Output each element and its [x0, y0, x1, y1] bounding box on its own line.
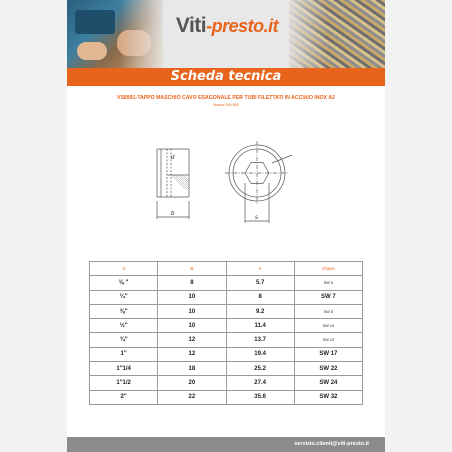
cell-e: 9.2 — [226, 304, 294, 318]
label-b: b — [171, 211, 175, 217]
product-title: VS8991-TAPPO MASCHIO CAVO ESAGONALE PER TUBI FILETTATI IN ACCIAIO INOX A2 — [117, 95, 335, 101]
cell-d: 1"1/2 — [90, 376, 158, 390]
col-header-d: d — [90, 262, 158, 276]
cell-d: 1"1/4 — [90, 362, 158, 376]
cell-e: 8 — [226, 290, 294, 304]
table-row — [90, 319, 363, 333]
cell-d: ¼" — [90, 290, 158, 304]
cell-b: 10 — [158, 304, 226, 318]
spec-table — [89, 261, 363, 405]
cell-chiave: SW 17 — [294, 347, 362, 361]
cell-d: ⅛ " — [90, 276, 158, 290]
header-banner — [67, 0, 385, 68]
col-header-chiave: chiave — [294, 262, 362, 276]
cell-e: 19.4 — [226, 347, 294, 361]
table-row — [90, 390, 363, 404]
table-row — [90, 347, 363, 361]
product-norm: Norma DIN 906 — [213, 103, 239, 107]
cell-chiave: SW 10 — [294, 319, 362, 333]
cell-e: 25.2 — [226, 362, 294, 376]
cell-e: 5.7 — [226, 276, 294, 290]
cell-e: 11.4 — [226, 319, 294, 333]
cell-chiave: SW 5 — [294, 276, 362, 290]
table-header-row — [90, 262, 363, 276]
label-d: d — [171, 155, 175, 161]
table-row — [90, 376, 363, 390]
footer-bar — [67, 437, 385, 452]
cell-e: 35.6 — [226, 390, 294, 404]
cell-chiave: SW 32 — [294, 390, 362, 404]
col-header-b: B — [158, 262, 226, 276]
brand-suffix: -presto.it — [206, 16, 279, 36]
cell-e: 13.7 — [226, 333, 294, 347]
table-row — [90, 276, 363, 290]
cell-b: 10 — [158, 319, 226, 333]
cell-d: 1" — [90, 347, 158, 361]
sheet-title: Scheda tecnica — [67, 68, 385, 86]
cell-b: 18 — [158, 362, 226, 376]
col-header-e: e — [226, 262, 294, 276]
technical-sheet — [67, 0, 385, 452]
footer-email[interactable]: servizio.clienti@viti-presto.it — [294, 441, 369, 447]
cell-chiave: SW 22 — [294, 362, 362, 376]
table-row — [90, 290, 363, 304]
screws-photo — [289, 0, 385, 68]
cell-e: 27.4 — [226, 376, 294, 390]
table-row — [90, 333, 363, 347]
cell-d: ¾" — [90, 333, 158, 347]
cell-d: ⅜" — [90, 304, 158, 318]
cell-chiave: SW 8 — [294, 304, 362, 318]
cell-b: 22 — [158, 390, 226, 404]
table-row — [90, 362, 363, 376]
table-body — [90, 276, 363, 405]
cell-b: 12 — [158, 333, 226, 347]
brand-logo — [167, 14, 287, 38]
brand-name: Viti — [175, 14, 207, 37]
cell-d: ½" — [90, 319, 158, 333]
technical-drawing — [67, 135, 385, 235]
workshop-photo — [67, 0, 163, 68]
cell-b: 20 — [158, 376, 226, 390]
cell-b: 10 — [158, 290, 226, 304]
cell-b: 12 — [158, 347, 226, 361]
table-row — [90, 304, 363, 318]
cell-b: 8 — [158, 276, 226, 290]
cell-chiave: SW 7 — [294, 290, 362, 304]
cell-chiave: SW 24 — [294, 376, 362, 390]
front-view — [225, 141, 292, 223]
cell-d: 2" — [90, 390, 158, 404]
label-s: s — [255, 215, 258, 221]
cell-chiave: SW 12 — [294, 333, 362, 347]
